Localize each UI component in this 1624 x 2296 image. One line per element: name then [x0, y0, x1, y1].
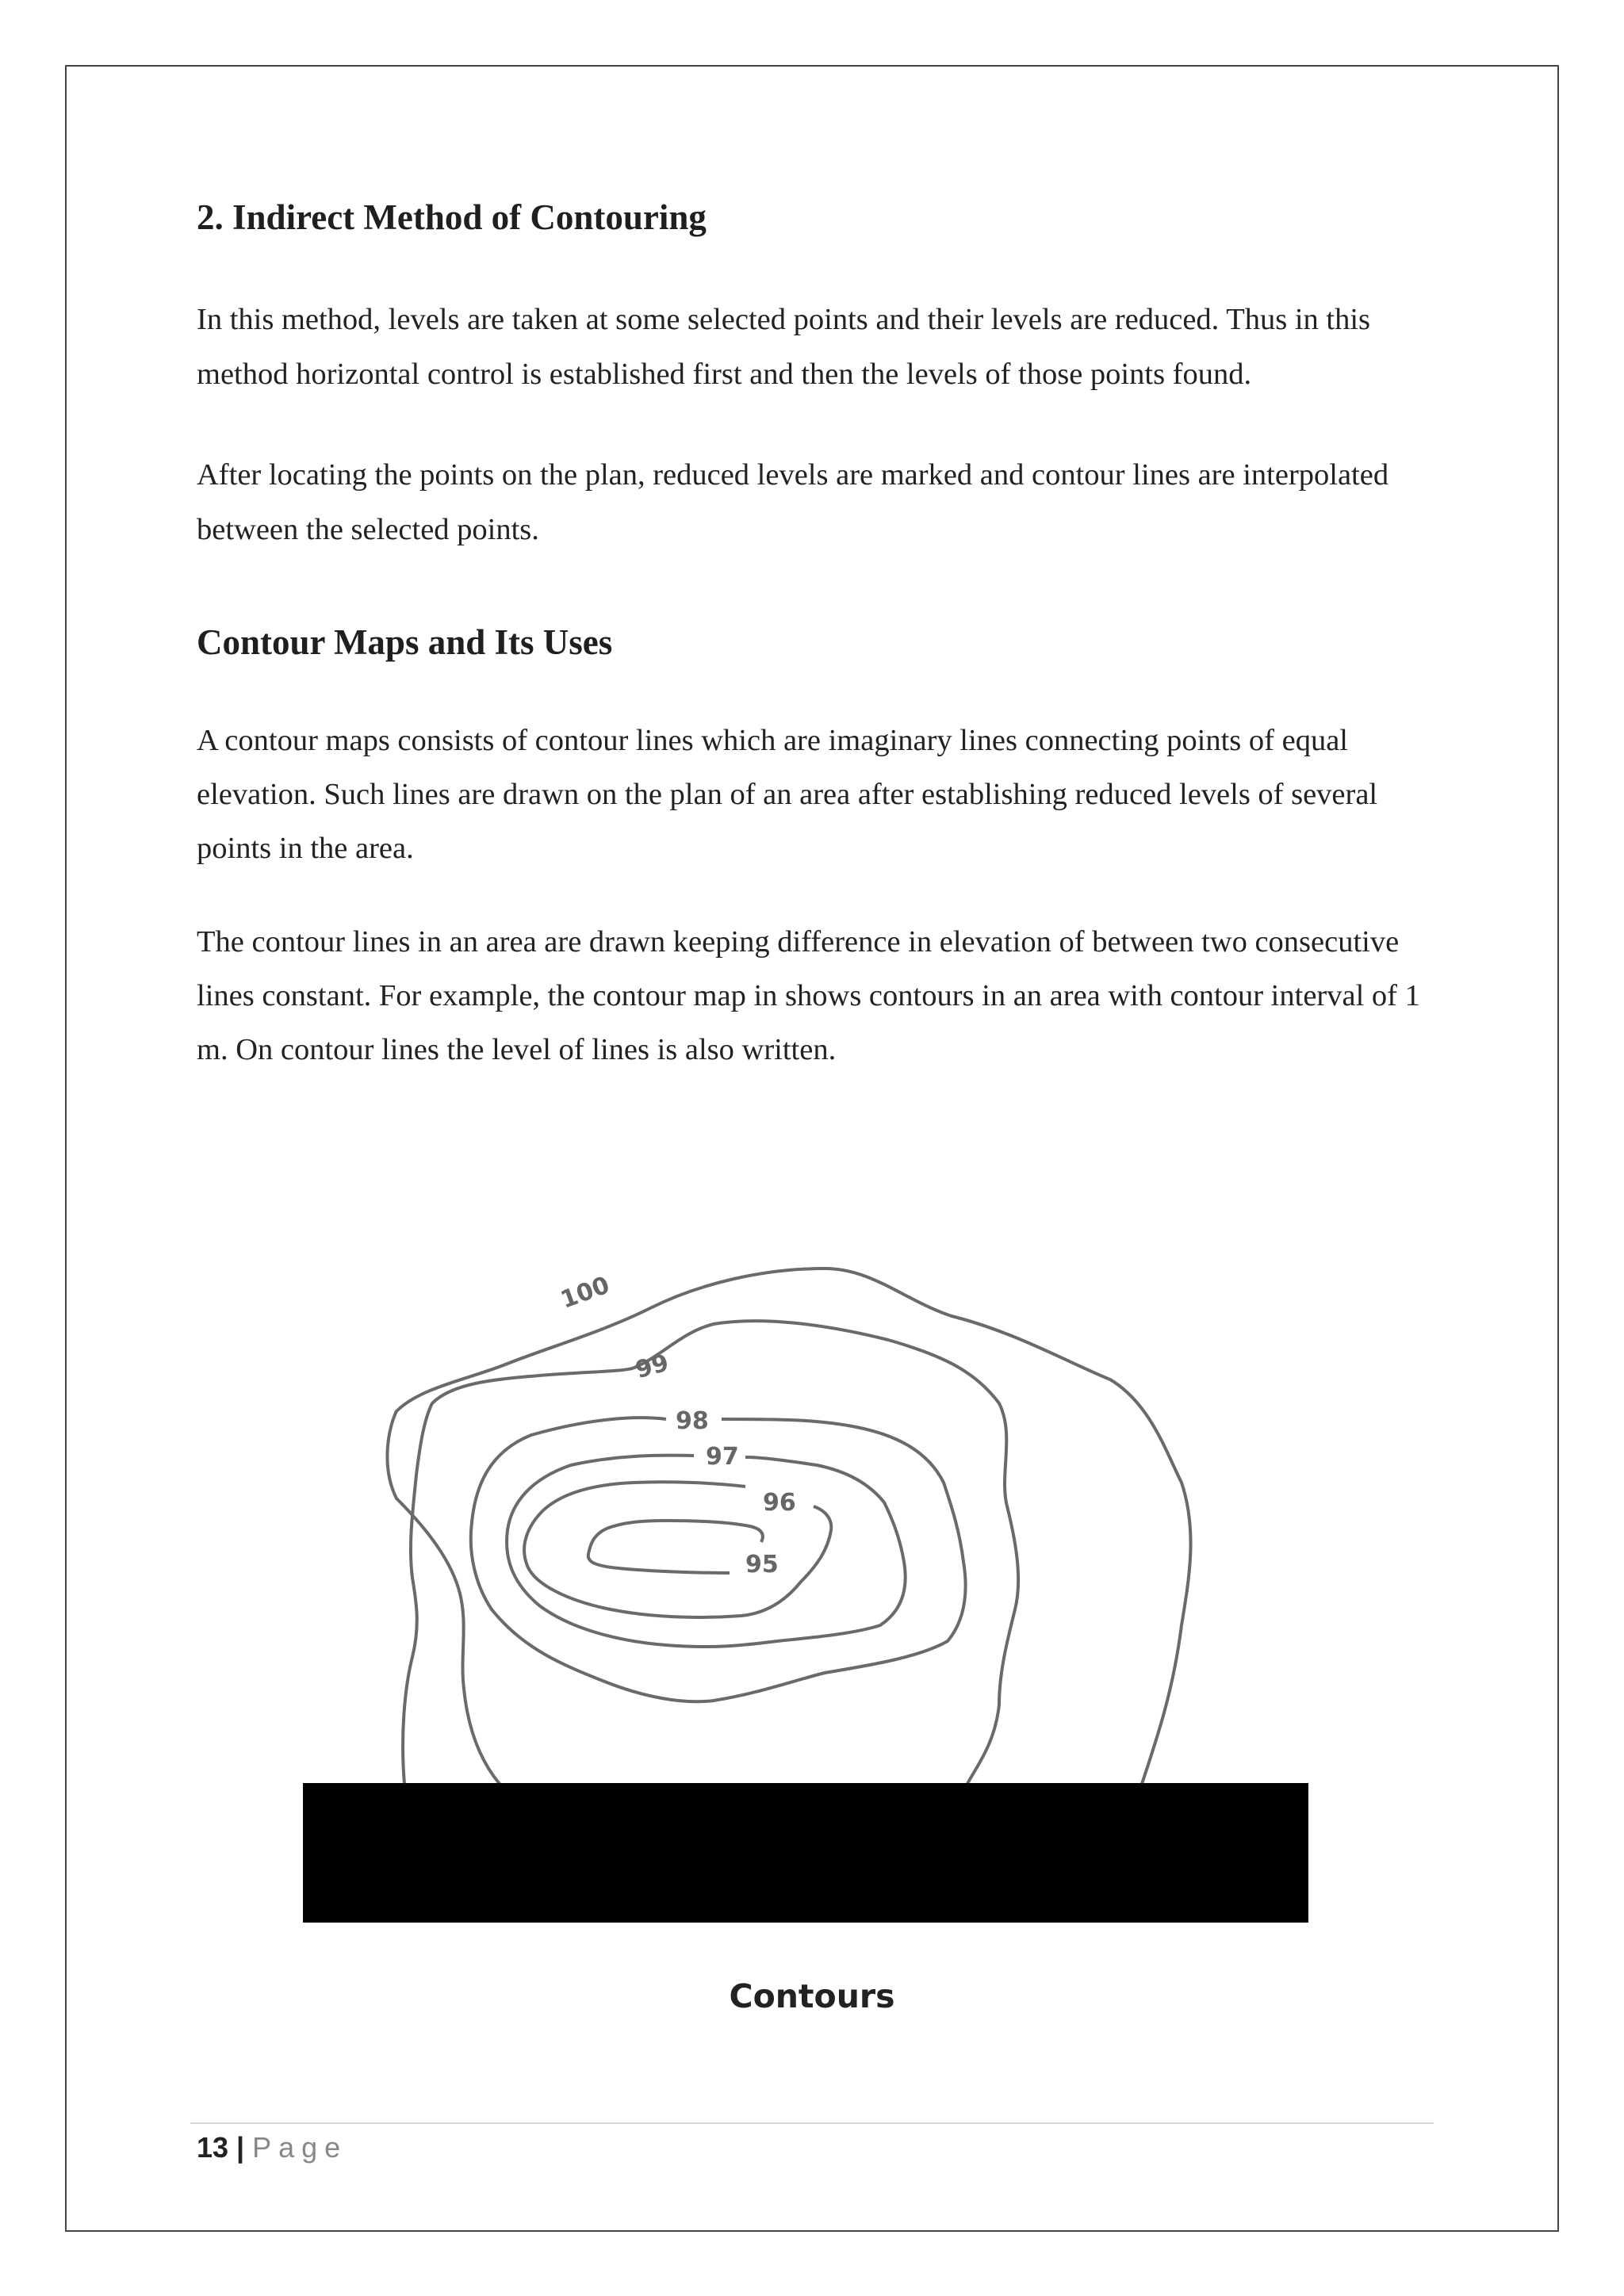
redaction-block: [303, 1783, 1308, 1923]
contour-label-100: 100: [557, 1271, 614, 1314]
contour-line-99: [403, 1321, 1018, 1784]
paragraph-indirect-1: In this method, levels are taken at some selected points and their levels are reduced. Thus in this method horizontal control is established first and then the levels of those points found.: [197, 303, 1371, 391]
page-label: Page: [252, 2131, 348, 2164]
contour-label-96: 96: [763, 1489, 796, 1517]
contour-line-95: [588, 1521, 763, 1573]
contour-label-99: 99: [632, 1349, 672, 1385]
paragraph-maps-1: A contour maps consists of contour lines which are imaginary lines connecting points of equal elevation. Such lines are drawn on the plan of an area after establishing reduced levels of several points in the area.: [197, 724, 1378, 865]
section-heading-indirect-method: 2. Indirect Method of Contouring: [197, 197, 707, 237]
footer-rule: [190, 2122, 1434, 2124]
figure-caption: Contours: [729, 1977, 895, 2015]
paragraph-maps-2: The contour lines in an area are drawn keeping difference in elevation of between two consecutive lines constant. For example, the contour map in shows contours in an area with contour interval of 1 m. On contour lines the level of lines is also written.: [197, 925, 1420, 1066]
page-footer: [197, 2131, 347, 2164]
contour-label-95: 95: [745, 1551, 779, 1578]
section-heading-contour-maps: Contour Maps and Its Uses: [197, 622, 613, 662]
contour-label-97: 97: [706, 1443, 739, 1471]
footer-separator: |: [236, 2131, 245, 2164]
page-number: 13: [197, 2131, 229, 2164]
paragraph-indirect-2: After locating the points on the plan, reduced levels are marked and contour lines are interpolated between the selected points.: [197, 458, 1389, 546]
contour-label-98: 98: [676, 1407, 709, 1435]
